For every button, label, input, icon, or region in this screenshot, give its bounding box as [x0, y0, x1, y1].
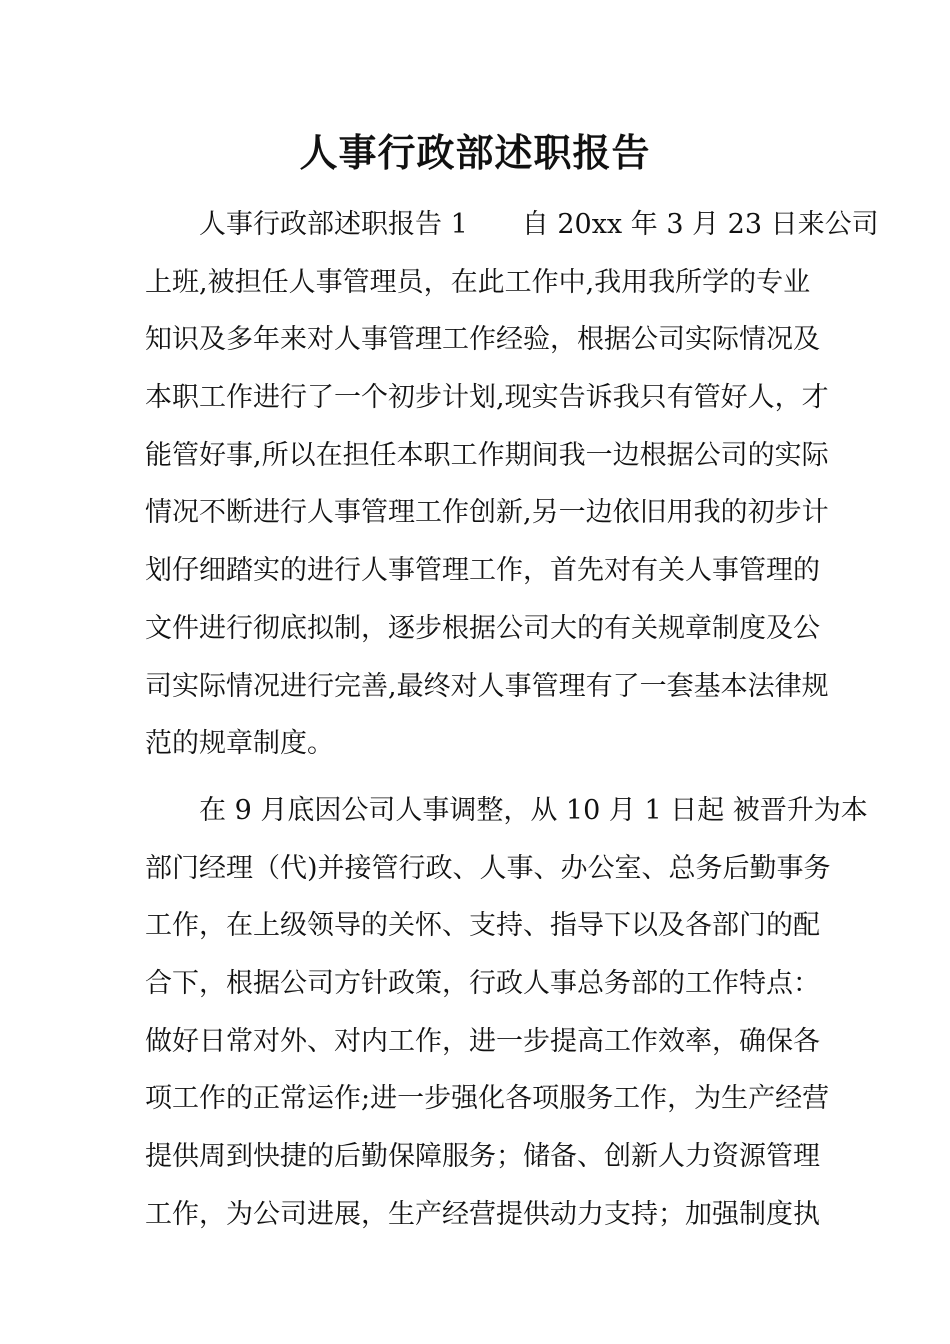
paragraph-line: 项工作的正常运作;进一步强化各项服务工作，为生产经营 [145, 1083, 830, 1115]
paragraph-1 [145, 196, 879, 773]
paragraph-line: 本职工作进行了一个初步计划,现实告诉我只有管好人，才 [145, 382, 829, 414]
paragraph-line: 提供周到快捷的后勤保障服务；储备、创新人力资源管理 [145, 1141, 820, 1172]
paragraph-line: 文件进行彻底拟制，逐步根据公司大的有关规章制度及公 [145, 612, 820, 644]
document-body [145, 196, 879, 1243]
paragraph-line: 人事行政部述职报告 1 自 20xx 年 3 月 23 日来公司 [199, 209, 879, 240]
paragraph-line: 工作，为公司进展，生产经营提供动力支持；加强制度执 [145, 1198, 820, 1230]
paragraph-line: 工作，在上级领导的关怀、支持、指导下以及各部门的配 [145, 910, 820, 942]
paragraph-line: 司实际情况进行完善,最终对人事管理有了一套基本法律规 [145, 670, 829, 702]
paragraph-line: 范的规章制度。 [145, 728, 334, 760]
paragraph-line: 合下，根据公司方针政策，行政人事总务部的工作特点： [145, 967, 820, 999]
paragraph-line: 能管好事,所以在担任本职工作期间我一边根据公司的实际 [145, 439, 829, 471]
paragraph-line: 在 9 月底因公司人事调整，从 10 月 1 日起 被晋升为本 [199, 794, 868, 826]
paragraph-line: 做好日常对外、对内工作，进一步提高工作效率，确保各 [145, 1025, 820, 1057]
document-title: 人事行政部述职报告 [299, 131, 651, 175]
paragraph-line: 部门经理（代)并接管行政、人事、办公室、总务后勤事务 [145, 852, 831, 884]
paragraph-line: 情况不断进行人事管理工作创新,另一边依旧用我的初步计 [145, 497, 829, 529]
paragraph-2 [145, 782, 868, 1244]
paragraph-line: 知识及多年来对人事管理工作经验，根据公司实际情况及 [145, 324, 820, 356]
paragraph-line: 上班,被担任人事管理员，在此工作中,我用我所学的专业 [145, 266, 811, 298]
paragraph-line: 划仔细踏实的进行人事管理工作，首先对有关人事管理的 [145, 555, 820, 587]
